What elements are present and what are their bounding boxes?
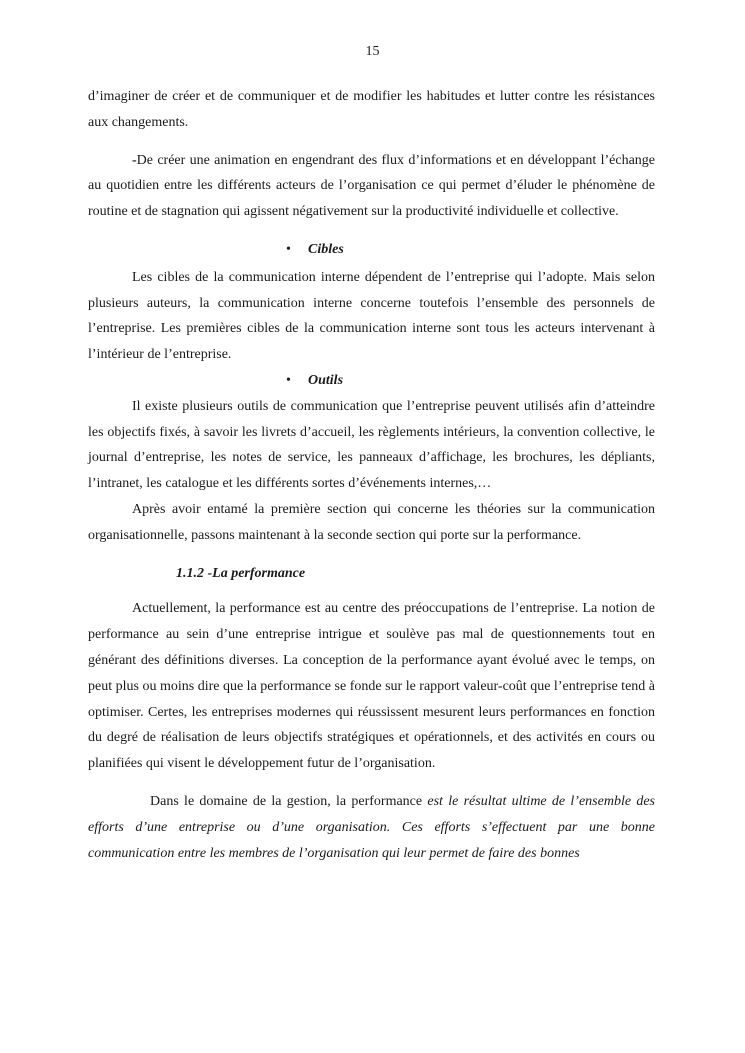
paragraph-4: Il existe plusieurs outils de communication que l’entreprise peuvent utilisés afin d’atteindre les objectifs fixés, à savoir les livrets d’accueil, les règlements intérieurs, la convention collective, le journal d’entreprise, les notes de service, les panneaux d’affichage, les brochures, les dépliants, l’intranet, les catalogue et les différents sortes d’événements internes,… [88,398,655,492]
bullet-heading-outils [88,368,655,394]
paragraph-5: Après avoir entamé la première section qui concerne les théories sur la communication organisationnelle, passons maintenant à la seconde section qui porte sur la performance. [88,501,655,543]
bullet-icon: • [286,372,291,388]
paragraph-1: d’imaginer de créer et de communiquer et de modifier les habitudes et lutter contre les résistances aux changements. [88,89,655,130]
paragraph-6: Actuellement, la performance est au centre des préoccupations de l’entreprise. La notion de performance au sein d’une entreprise intrigue et soulève pas mal de questionnements tout en générant des définitions diverses. La conception de la performance ayant évolué avec le temps, on peut plus ou moins dire que la performance se fonde sur le rapport valeur-coût que l’entreprise tend à optimiser. Certes, les entreprises modernes qui réussissent mesurent leurs performances en fonction du degré de réalisation de leurs objectifs stratégiques et opérationnels, et des activités en cours ou planifiées qui visent le développement futur de l’organisation. [88,601,655,772]
document-body [88,84,655,866]
bullet-icon: • [286,241,291,257]
paragraph-7-italic: est le résultat ultime de l’ensemble des efforts d’une entreprise ou d’une organisation. Ces efforts s’effectuent par une bonne communication entre les membres de l’organisation qui leur permet de faire des bonnes [88,793,655,861]
section-heading: 1.1.2 -La performance [176,565,306,581]
bullet-heading-cibles [88,237,655,263]
paragraph-2-text: De créer une animation en engendrant des flux d’informations et en développant l’échange au quotidien entre les différents acteurs de l’organisation ce qui permet d’éluder le phénomène de routine et de stagnation qui agissent négativement sur la productivité individuelle et collective. [88,152,655,220]
paragraph-2 [88,148,655,225]
paragraph-7 [88,789,655,866]
page-number: 15 [365,44,380,59]
dash-marker: - [132,152,137,168]
bullet-cibles-label: Cibles [308,241,344,257]
paragraph-3: Les cibles de la communication interne dépendent de l’entreprise qui l’adopte. Mais selon plusieurs auteurs, la communication interne concerne toutefois l’ensemble des personnels de l’entreprise. Les premières cibles de la communication interne sont tous les acteurs intervenant à l’intérieur de l’entreprise. [88,269,655,363]
bullet-outils-label: Outils [308,372,344,388]
paragraph-7-lead: Dans le domaine de la gestion, la performance [150,793,428,809]
